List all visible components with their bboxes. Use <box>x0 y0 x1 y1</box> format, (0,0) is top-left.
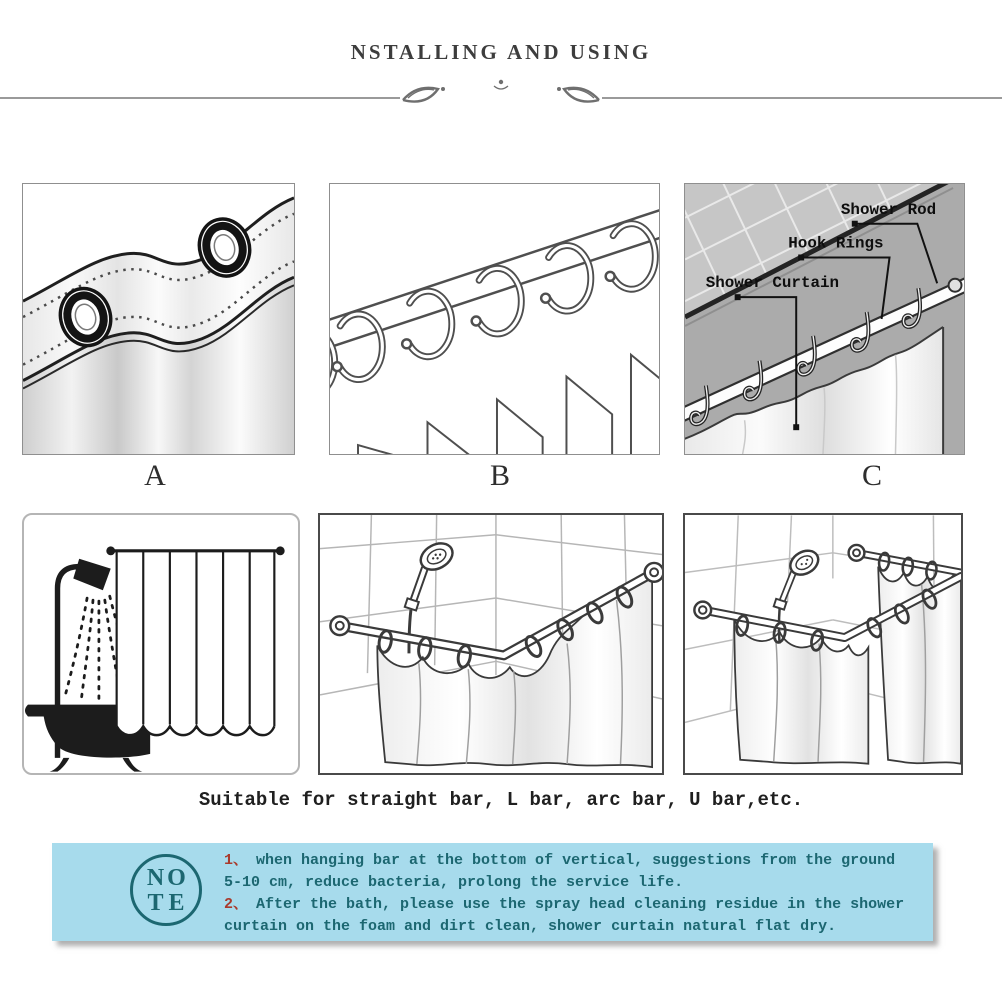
hook-rings-illustration <box>330 184 659 454</box>
shower-head-icon <box>774 546 823 610</box>
u-bar-illustration <box>685 515 961 773</box>
annotation-hook-rings: Hook Rings <box>788 234 884 253</box>
page-title: NSTALLING AND USING <box>350 40 652 64</box>
suitable-caption: Suitable for straight bar, L bar, arc bar, U bar,etc. <box>198 789 804 811</box>
note-item-1 <box>224 850 914 894</box>
panel-label-c: C <box>861 459 882 492</box>
panel-label-b: B <box>489 459 510 492</box>
panel-b-hook-rings <box>329 183 660 455</box>
front-curtain <box>734 620 868 764</box>
panel-label-a: A <box>144 459 166 492</box>
note-badge-letter: N <box>146 864 165 891</box>
grommet-illustration <box>23 184 294 454</box>
ornament-divider <box>0 74 1002 114</box>
annotation-shower-curtain: Shower Curtain <box>705 274 840 293</box>
note-item-2 <box>224 894 914 938</box>
panel-c-annotated <box>684 183 965 455</box>
annotation-shower-rod: Shower Rod <box>840 200 937 219</box>
shower-head-icon <box>405 538 457 610</box>
panel-straight-bar <box>22 513 300 775</box>
note-badge-letter: T <box>147 889 164 916</box>
panel-a-grommet-detail <box>22 183 295 455</box>
note-badge-letter: O <box>167 864 186 891</box>
shower-head-icon <box>73 559 110 591</box>
note-item-number: 2、 <box>224 896 249 913</box>
note-badge <box>130 854 202 926</box>
note-item-text: when hanging bar at the bottom of vertical, suggestions from the ground 5-10 cm, reduce bacteria, prolong the service life. <box>224 852 896 891</box>
bathtub-illustration <box>24 515 298 773</box>
note-item-text: After the bath, please use the spray head cleaning residue in the shower curtain on the foam and dirt clean, shower curtain natural flat dry. <box>224 896 905 935</box>
annotated-illustration <box>685 184 964 454</box>
note-box <box>52 843 933 941</box>
note-badge-letter: E <box>168 889 185 916</box>
note-item-number: 1、 <box>224 852 249 869</box>
l-bar-illustration <box>320 515 662 773</box>
panel-u-bar <box>683 513 963 775</box>
panel-l-bar <box>318 513 664 775</box>
note-text <box>224 850 914 938</box>
rod-end-cap <box>949 279 962 292</box>
